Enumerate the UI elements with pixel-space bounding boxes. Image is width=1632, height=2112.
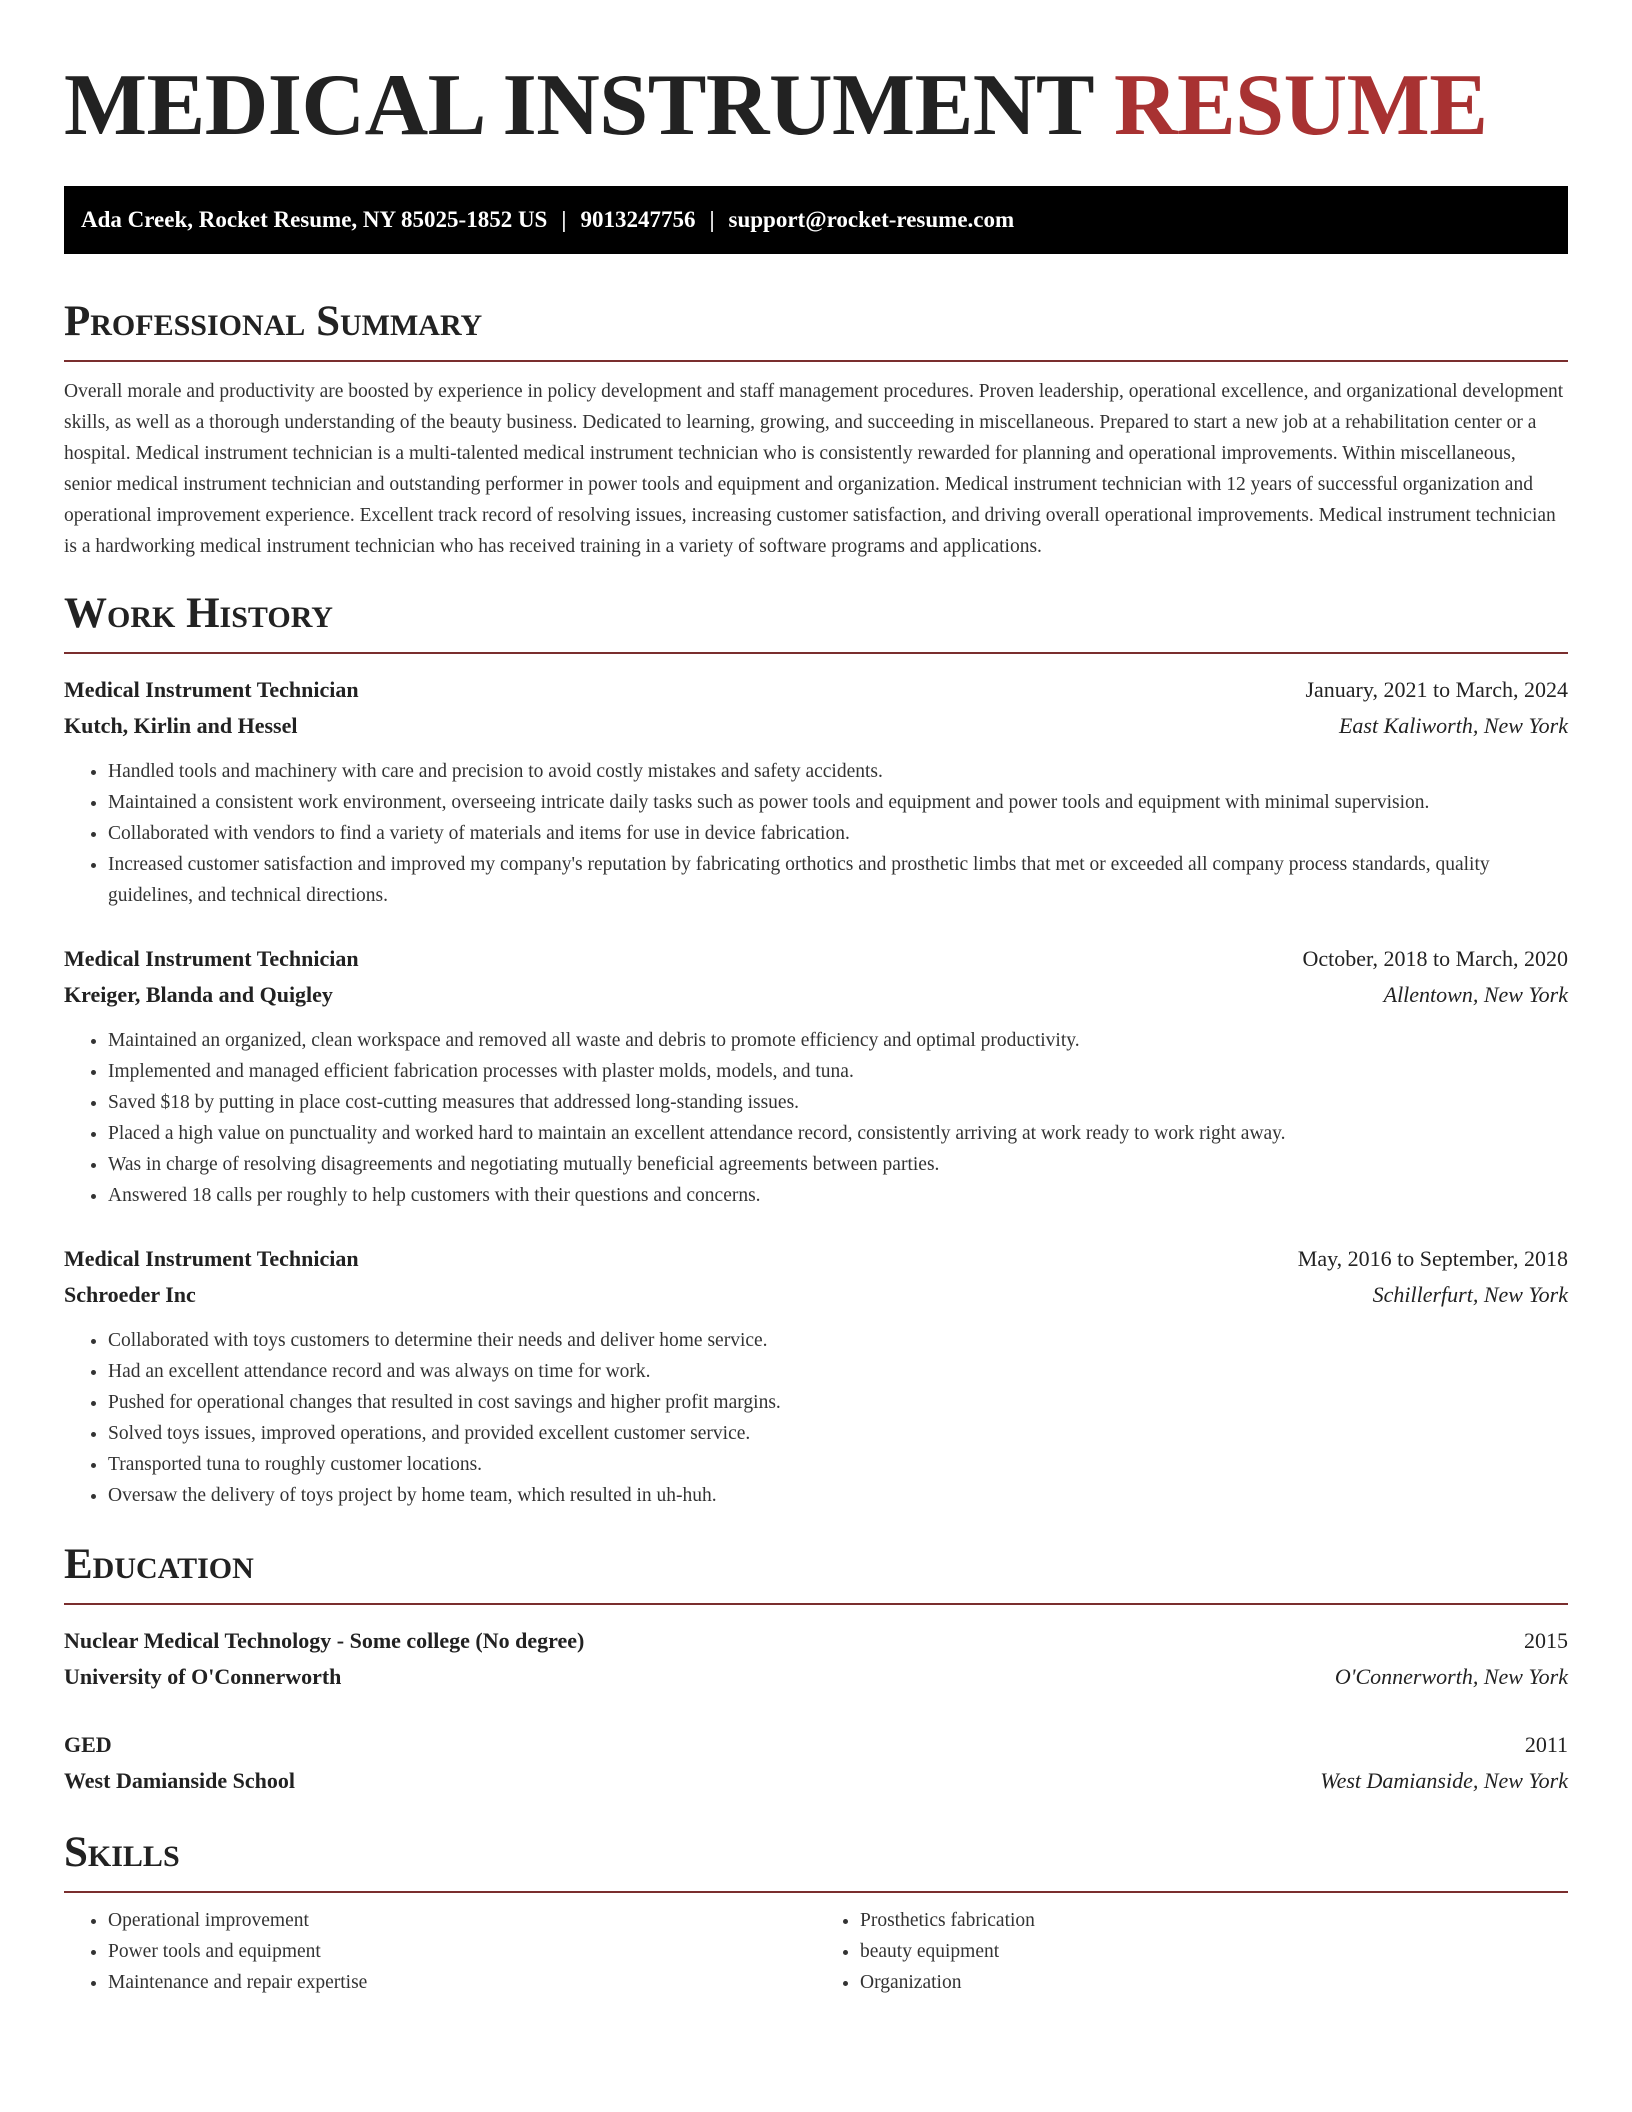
- title-main: MEDICAL INSTRUMENT: [64, 57, 1093, 154]
- contact-separator: |: [561, 207, 567, 232]
- education-entry: [64, 1727, 1568, 1799]
- skill-item: • Power tools and equipment: [108, 1936, 816, 1967]
- job-bullet: • Handled tools and machinery with care and precision to avoid costly mistakes and safety accidents.: [108, 756, 1568, 787]
- work-history-heading: Work History: [64, 588, 1568, 654]
- skills-list-right: [816, 1905, 1568, 1998]
- summary-text: Overall morale and productivity are boosted by experience in policy development and staff management procedures. Proven leadership, operational excellence, and organizational development skills, as well as a thorough understanding of the beauty business. Dedicated to learning, growing, and succeeding in miscellaneous. Prepared to start a new job at a rehabilitation center or a hospital. Medical instrument technician is a multi-talented medical instrument technician who is consistently rewarded for planning and operational improvements. Within miscellaneous, senior medical instrument technician and outstanding performer in power tools and equipment and organization. Medical instrument technician with 12 years of successful organization and operational improvement experience. Excellent track record of resolving issues, increasing customer satisfaction, and driving overall operational improvements. Medical instrument technician is a hardworking medical instrument technician who has received training in a variety of software programs and applications.: [64, 381, 1564, 557]
- job-location: East Kaliworth, New York: [1338, 713, 1568, 738]
- education-degree-row: [64, 1727, 1568, 1763]
- job-bullet: • Saved $18 by putting in place cost-cutting measures that addressed long-standing issues.: [108, 1087, 1568, 1118]
- education-degree: Nuclear Medical Technology - Some college (No degree): [64, 1628, 585, 1653]
- education-degree: GED: [64, 1732, 112, 1757]
- job-header-row: [64, 672, 1568, 708]
- job-company: Kutch, Kirlin and Hessel: [64, 713, 298, 738]
- job-bullet: • Oversaw the delivery of toys project by home team, which resulted in uh-huh.: [108, 1480, 1568, 1511]
- resume-title: [64, 0, 1568, 156]
- title-accent: RESUME: [1113, 57, 1488, 154]
- job-bullet-list: [64, 1325, 1568, 1511]
- education-school: University of O'Connerworth: [64, 1664, 342, 1689]
- job-title: Medical Instrument Technician: [64, 1246, 359, 1271]
- education-school-row: [64, 1763, 1568, 1799]
- job-bullet: • Increased customer satisfaction and improved my company's reputation by fabricating orthotics and prosthetic limbs that met or exceeded all company process standards, quality guidelines, and technical directions.: [108, 849, 1568, 911]
- education-year: 2011: [1524, 1732, 1568, 1757]
- job-bullet: • Answered 18 calls per roughly to help customers with their questions and concerns.: [108, 1180, 1568, 1211]
- job-company-row: [64, 708, 1568, 744]
- job-company-row: [64, 977, 1568, 1013]
- job-bullet: • Maintained a consistent work environment, overseeing intricate daily tasks such as power tools and equipment and power tools and equipment with minimal supervision.: [108, 787, 1568, 818]
- education-degree-row: [64, 1623, 1568, 1659]
- job-bullet-list: [64, 756, 1568, 911]
- job-bullet: • Transported tuna to roughly customer locations.: [108, 1449, 1568, 1480]
- job-company: Kreiger, Blanda and Quigley: [64, 982, 333, 1007]
- job-bullet: • Maintained an organized, clean workspace and removed all waste and debris to promote efficiency and optimal productivity.: [108, 1025, 1568, 1056]
- skill-item: • Maintenance and repair expertise: [108, 1967, 816, 1998]
- education-year: 2015: [1524, 1628, 1568, 1653]
- job-bullet: • Placed a high value on punctuality and worked hard to maintain an excellent attendance record, consistently arriving at work ready to work right away.: [108, 1118, 1568, 1149]
- job-bullet: • Collaborated with toys customers to determine their needs and deliver home service.: [108, 1325, 1568, 1356]
- contact-bar: [64, 186, 1568, 254]
- skills-grid: [64, 1905, 1568, 1998]
- contact-address: Ada Creek, Rocket Resume, NY 85025-1852 US: [81, 207, 548, 232]
- job-dates: January, 2021 to March, 2024: [1305, 677, 1568, 702]
- contact-separator: |: [709, 207, 715, 232]
- education-entry: [64, 1623, 1568, 1695]
- job-dates: May, 2016 to September, 2018: [1297, 1246, 1568, 1271]
- job-entry: [64, 1241, 1568, 1511]
- job-entry: [64, 672, 1568, 911]
- job-title: Medical Instrument Technician: [64, 677, 359, 702]
- skill-item: • beauty equipment: [860, 1936, 1568, 1967]
- job-company-row: [64, 1277, 1568, 1313]
- skills-list-left: [64, 1905, 816, 1998]
- skill-item: • Organization: [860, 1967, 1568, 1998]
- job-bullet: • Was in charge of resolving disagreements and negotiating mutually beneficial agreements between parties.: [108, 1149, 1568, 1180]
- contact-email[interactable]: support@rocket-resume.com: [728, 207, 1015, 232]
- job-location: Allentown, New York: [1383, 982, 1568, 1007]
- skill-item: • Prosthetics fabrication: [860, 1905, 1568, 1936]
- job-bullet: • Collaborated with vendors to find a variety of materials and items for use in device fabrication.: [108, 818, 1568, 849]
- education-school-row: [64, 1659, 1568, 1695]
- summary-heading: Professional Summary: [64, 296, 1568, 362]
- education-location: O'Connerworth, New York: [1334, 1664, 1568, 1689]
- job-bullet: • Pushed for operational changes that resulted in cost savings and higher profit margins.: [108, 1387, 1568, 1418]
- job-entry: [64, 941, 1568, 1211]
- job-company: Schroeder Inc: [64, 1282, 196, 1307]
- job-location: Schillerfurt, New York: [1372, 1282, 1568, 1307]
- job-dates: October, 2018 to March, 2020: [1302, 946, 1568, 971]
- education-location: West Damianside, New York: [1320, 1768, 1568, 1793]
- job-header-row: [64, 1241, 1568, 1277]
- job-title: Medical Instrument Technician: [64, 946, 359, 971]
- education-school: West Damianside School: [64, 1768, 296, 1793]
- job-bullet: • Implemented and managed efficient fabrication processes with plaster molds, models, and tuna.: [108, 1056, 1568, 1087]
- job-bullet: • Had an excellent attendance record and was always on time for work.: [108, 1356, 1568, 1387]
- skill-item: • Operational improvement: [108, 1905, 816, 1936]
- contact-phone: 9013247756: [580, 207, 696, 232]
- education-heading: Education: [64, 1539, 1568, 1605]
- job-header-row: [64, 941, 1568, 977]
- job-bullet: • Solved toys issues, improved operations, and provided excellent customer service.: [108, 1418, 1568, 1449]
- job-bullet-list: [64, 1025, 1568, 1211]
- skills-heading: Skills: [64, 1827, 1568, 1893]
